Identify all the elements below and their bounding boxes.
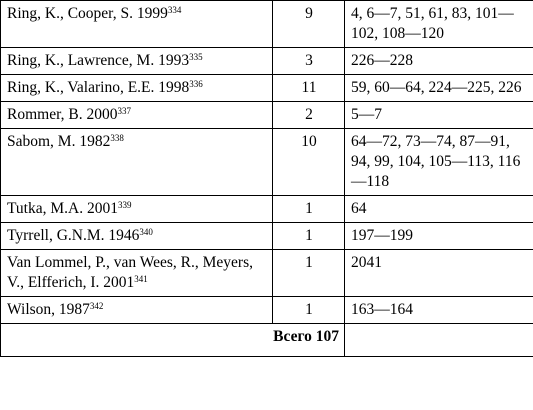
pages-cell: 5—7 [345, 102, 533, 129]
count-cell: 1 [273, 297, 345, 324]
total-row [1, 324, 533, 357]
table-row [1, 223, 533, 250]
footnote-number: 335 [189, 52, 203, 62]
author-cell [1, 223, 273, 250]
table-row [1, 297, 533, 324]
author-text: Ring, K., Cooper, S. 1999 [7, 5, 168, 22]
table-row [1, 102, 533, 129]
pages-cell: 163—164 [345, 297, 533, 324]
author-cell [1, 1, 273, 48]
table-row [1, 250, 533, 297]
pages-cell: 226—228 [345, 48, 533, 75]
count-cell: 1 [273, 223, 345, 250]
author-cell [1, 196, 273, 223]
total-label: Всего 107 [1, 324, 345, 357]
count-cell: 1 [273, 196, 345, 223]
pages-cell: 2041 [345, 250, 533, 297]
footnote-number: 338 [110, 133, 124, 143]
author-text: Ring, K., Lawrence, M. 1993 [7, 52, 190, 69]
author-text: Tyrrell, G.N.M. 1946 [7, 227, 140, 244]
total-pages-cell [345, 324, 533, 357]
count-cell: 11 [273, 75, 345, 102]
author-cell [1, 48, 273, 75]
author-cell [1, 297, 273, 324]
footnote-number: 341 [134, 274, 148, 284]
footnote-number: 334 [167, 5, 182, 15]
footnote-number: 342 [89, 301, 104, 311]
author-cell [1, 75, 273, 102]
footnote-number: 337 [117, 106, 131, 116]
author-text: Ring, K., Valarino, E.E. 1998 [7, 79, 190, 96]
count-cell: 3 [273, 48, 345, 75]
author-text: Van Lommel, P., van Wees, R., Meyers, V., Elfferich, I. 2001 [7, 254, 254, 291]
author-text: Wilson, 1987 [7, 301, 90, 318]
author-cell [1, 129, 273, 196]
footnote-number: 339 [117, 200, 132, 210]
author-cell [1, 102, 273, 129]
count-cell: 9 [273, 1, 345, 48]
pages-cell: 4, 6—7, 51, 61, 83, 101—102, 108—120 [345, 1, 533, 48]
author-text: Rommer, B. 2000 [7, 106, 118, 123]
count-cell: 2 [273, 102, 345, 129]
count-cell: 10 [273, 129, 345, 196]
pages-cell: 59, 60—64, 224—225, 226 [345, 75, 533, 102]
footnote-number: 340 [139, 227, 153, 237]
table-row [1, 1, 533, 48]
count-cell: 1 [273, 250, 345, 297]
pages-cell: 64—72, 73—74, 87—91, 94, 99, 104, 105—113, 116—118 [345, 129, 533, 196]
author-text: Tutka, M.A. 2001 [7, 200, 118, 217]
table-row [1, 48, 533, 75]
table-row [1, 75, 533, 102]
table-row [1, 196, 533, 223]
footnote-number: 336 [189, 79, 203, 89]
author-cell [1, 250, 273, 297]
author-text: Sabom, M. 1982 [7, 133, 111, 150]
table-row [1, 129, 533, 196]
pages-cell: 64 [345, 196, 533, 223]
pages-cell: 197—199 [345, 223, 533, 250]
